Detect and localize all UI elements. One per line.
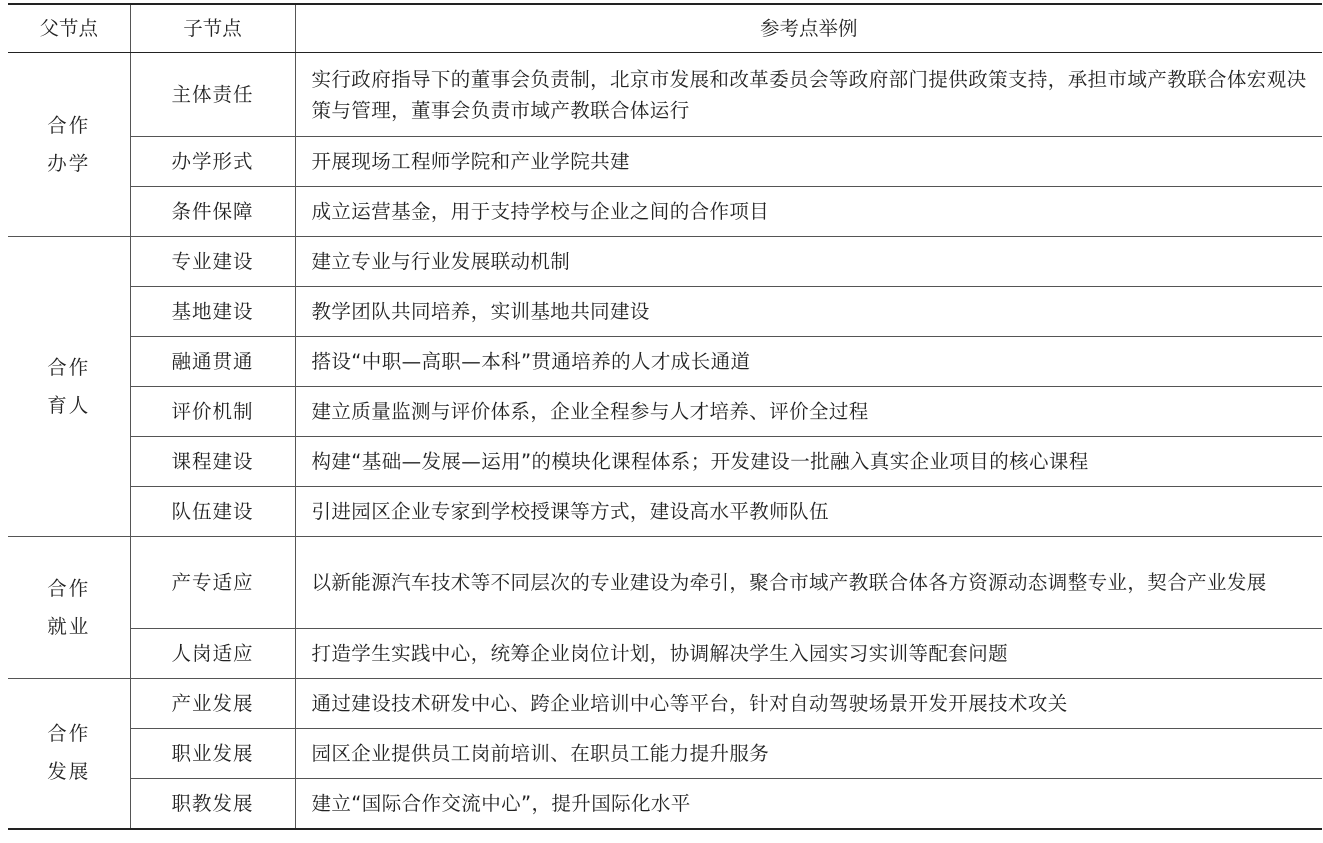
table-row <box>8 679 1322 729</box>
child-node-cell: 队伍建设 <box>130 487 295 537</box>
parent-node-cell: 合作就业 <box>8 537 130 679</box>
table-row <box>8 487 1322 537</box>
example-cell: 构建“基础—发展—运用”的模块化课程体系；开发建设一批融入真实企业项目的核心课程 <box>295 437 1322 487</box>
example-cell: 成立运营基金，用于支持学校与企业之间的合作项目 <box>295 187 1322 237</box>
table-row <box>8 779 1322 829</box>
example-cell: 以新能源汽车技术等不同层次的专业建设为牵引，聚合市域产教联合体各方资源动态调整专业，契合产业发展 <box>295 537 1322 629</box>
table-row <box>8 729 1322 779</box>
table-row <box>8 237 1322 287</box>
example-cell: 建立专业与行业发展联动机制 <box>295 237 1322 287</box>
group-cooperative-education <box>8 237 1322 537</box>
group-cooperative-employment <box>8 537 1322 679</box>
table-row <box>8 437 1322 487</box>
child-node-cell: 产业发展 <box>130 679 295 729</box>
reference-table <box>8 3 1322 830</box>
child-node-cell: 职教发展 <box>130 779 295 829</box>
parent-node-cell: 合作育人 <box>8 237 130 537</box>
child-node-cell: 主体责任 <box>130 53 295 137</box>
child-node-cell: 条件保障 <box>130 187 295 237</box>
example-cell: 通过建设技术研发中心、跨企业培训中心等平台，针对自动驾驶场景开发开展技术攻关 <box>295 679 1322 729</box>
group-cooperative-development <box>8 679 1322 829</box>
table-row <box>8 187 1322 237</box>
child-node-cell: 基地建设 <box>130 287 295 337</box>
table-header <box>8 4 1322 53</box>
child-node-cell: 人岗适应 <box>130 629 295 679</box>
child-node-cell: 融通贯通 <box>130 337 295 387</box>
group-cooperative-schooling <box>8 53 1322 237</box>
example-cell: 开展现场工程师学院和产业学院共建 <box>295 137 1322 187</box>
header-reference-example: 参考点举例 <box>295 4 1322 53</box>
table-row <box>8 287 1322 337</box>
example-cell: 教学团队共同培养，实训基地共同建设 <box>295 287 1322 337</box>
child-node-cell: 专业建设 <box>130 237 295 287</box>
header-child-node: 子节点 <box>130 4 295 53</box>
header-row <box>8 4 1322 53</box>
example-cell: 搭设“中职—高职—本科”贯通培养的人才成长通道 <box>295 337 1322 387</box>
table-row <box>8 137 1322 187</box>
table-row <box>8 387 1322 437</box>
table-row <box>8 53 1322 137</box>
table-row <box>8 629 1322 679</box>
example-cell: 打造学生实践中心，统筹企业岗位计划，协调解决学生入园实习实训等配套问题 <box>295 629 1322 679</box>
example-cell: 园区企业提供员工岗前培训、在职员工能力提升服务 <box>295 729 1322 779</box>
example-cell: 建立质量监测与评价体系，企业全程参与人才培养、评价全过程 <box>295 387 1322 437</box>
parent-node-cell: 合作办学 <box>8 53 130 237</box>
example-cell: 引进园区企业专家到学校授课等方式，建设高水平教师队伍 <box>295 487 1322 537</box>
table-row <box>8 337 1322 387</box>
example-cell: 建立“国际合作交流中心”，提升国际化水平 <box>295 779 1322 829</box>
child-node-cell: 办学形式 <box>130 137 295 187</box>
header-parent-node: 父节点 <box>8 4 130 53</box>
child-node-cell: 产专适应 <box>130 537 295 629</box>
child-node-cell: 职业发展 <box>130 729 295 779</box>
parent-node-cell: 合作发展 <box>8 679 130 829</box>
example-cell: 实行政府指导下的董事会负责制，北京市发展和改革委员会等政府部门提供政策支持，承担市域产教联合体宏观决策与管理，董事会负责市域产教联合体运行 <box>295 53 1322 137</box>
child-node-cell: 课程建设 <box>130 437 295 487</box>
child-node-cell: 评价机制 <box>130 387 295 437</box>
table-row <box>8 537 1322 629</box>
